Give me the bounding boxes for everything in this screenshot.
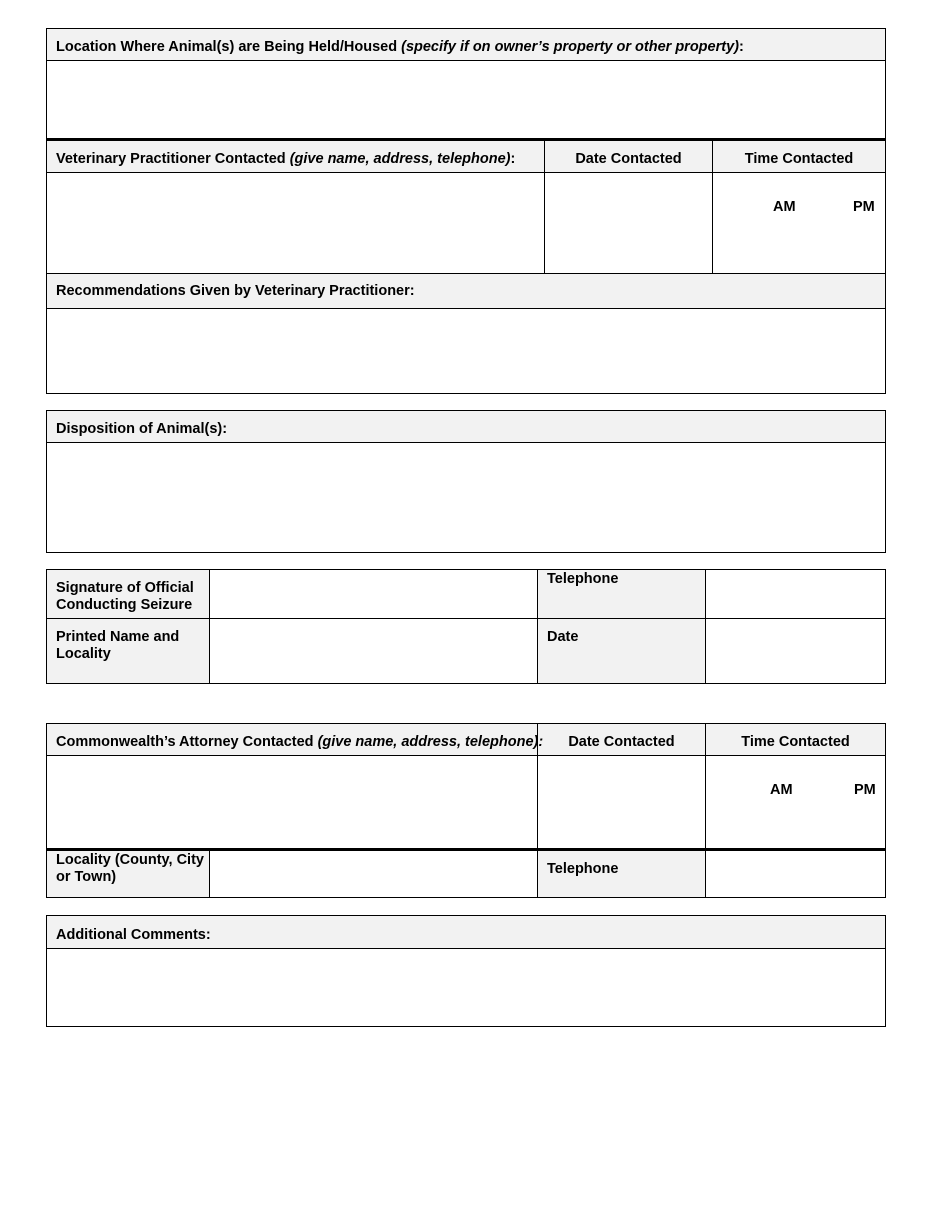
disposition-label: Disposition of Animal(s): xyxy=(56,421,228,437)
attorney-name-field[interactable] xyxy=(48,757,536,848)
comments-label: Additional Comments: xyxy=(56,927,211,943)
locality-field[interactable] xyxy=(211,852,536,896)
attorney-am-label[interactable]: AM xyxy=(770,782,793,798)
divider xyxy=(209,850,210,898)
signature-field[interactable] xyxy=(211,571,536,617)
attorney-date-field[interactable] xyxy=(539,757,704,848)
vet-date-field[interactable] xyxy=(546,174,711,272)
recommendations-label: Recommendations Given by Veterinary Practitioner: xyxy=(56,283,415,299)
divider xyxy=(46,618,886,619)
location-field[interactable] xyxy=(48,62,884,138)
signature-telephone-label: Telephone xyxy=(547,571,619,587)
disposition-field[interactable] xyxy=(48,444,884,551)
divider xyxy=(46,755,886,756)
divider xyxy=(46,60,886,61)
divider xyxy=(705,569,706,684)
signature-date-field[interactable] xyxy=(707,620,884,682)
attorney-label: Commonwealth’s Attorney Contacted (give name, address, telephone): xyxy=(56,734,544,750)
attorney-telephone-field[interactable] xyxy=(707,852,884,896)
vet-am-label[interactable]: AM xyxy=(773,199,796,215)
vet-label: Veterinary Practitioner Contacted (give name, address, telephone): xyxy=(56,151,516,167)
locality-label: Locality (County, City or Town) xyxy=(56,852,204,885)
divider xyxy=(46,442,886,443)
vet-pm-label[interactable]: PM xyxy=(853,199,875,215)
signature-date-label: Date xyxy=(547,629,579,645)
signature-telephone-field[interactable] xyxy=(707,571,884,617)
attorney-date-header: Date Contacted xyxy=(568,734,675,750)
divider xyxy=(537,569,538,684)
vet-name-field[interactable] xyxy=(48,174,543,272)
vet-date-header: Date Contacted xyxy=(575,151,682,167)
printed-name-label: Printed Name and Locality xyxy=(56,629,180,662)
divider xyxy=(46,172,886,173)
attorney-time-header: Time Contacted xyxy=(741,734,850,750)
recommendations-field[interactable] xyxy=(48,310,884,392)
signature-label: Signature of Official Conducting Seizure xyxy=(56,580,194,613)
comments-field[interactable] xyxy=(48,950,884,1025)
divider xyxy=(209,569,210,684)
location-label: Location Where Animal(s) are Being Held/Housed (specify if on owner’s property or other property): xyxy=(56,39,744,55)
divider xyxy=(46,948,886,949)
printed-name-field[interactable] xyxy=(211,620,536,682)
attorney-pm-label[interactable]: PM xyxy=(854,782,876,798)
attorney-telephone-label: Telephone xyxy=(547,861,619,877)
divider xyxy=(46,308,886,309)
vet-time-header: Time Contacted xyxy=(744,151,854,167)
